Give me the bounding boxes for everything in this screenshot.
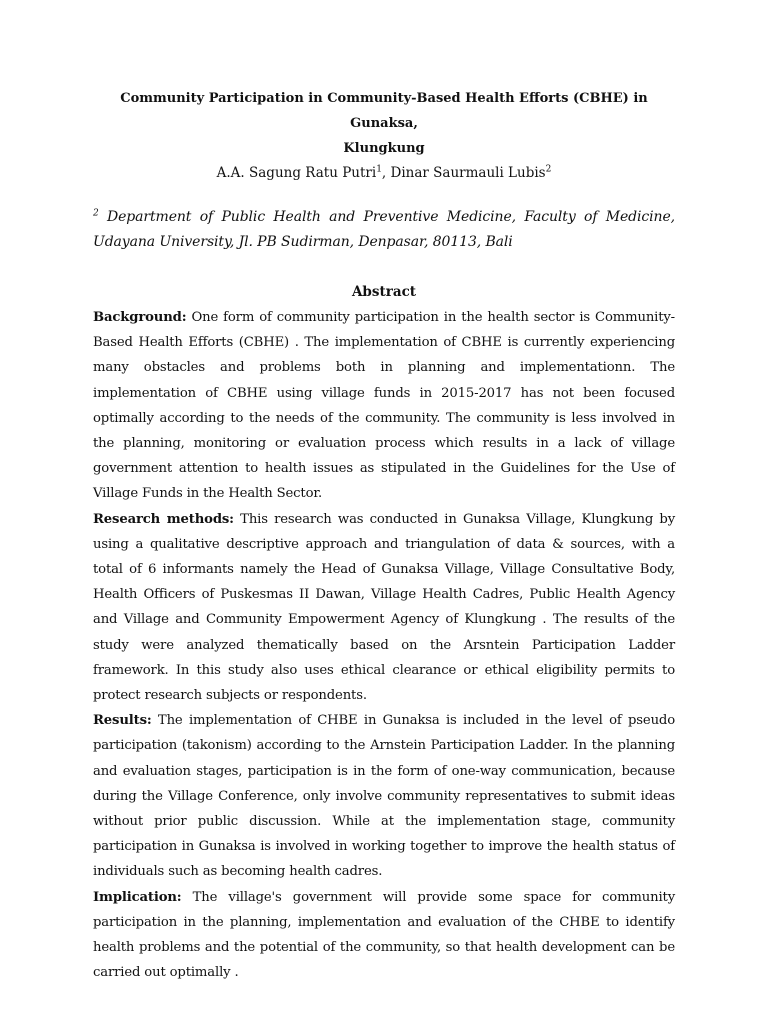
author-separator: , <box>381 165 391 181</box>
author-list <box>93 163 675 183</box>
author-superscript: 1 <box>376 164 382 175</box>
document-page <box>93 86 675 985</box>
section-label-implication: Implication: <box>93 889 182 905</box>
affiliation-text: Department of Public Health and Preventive Medicine, Faculty of Medicine, Udayana University, Jl. PB Sudirman, Denpasar, 80113, Bali <box>93 209 675 250</box>
title-line-2: Klungkung <box>343 141 425 156</box>
abstract-heading: Abstract <box>351 284 417 300</box>
section-label-methods: Research methods: <box>93 511 234 527</box>
author-name: A.A. Sagung Ratu Putri <box>216 165 377 181</box>
author-affiliation <box>93 205 675 255</box>
section-text-methods: This research was conducted in Gunaksa Village, Klungkung by using a qualitative descriptive approach and triangulation of data & sources, with a total of 6 informants namely the Head of Gunaksa Village, Village Consultative Body, Health Officers of Puskesmas II Dawan, Village Health Cadres, Public Health Agency and Village and Community Empowerment Agency of Klungkung . The results of the study were analyzed thematically based on the Arsntein Participation Ladder framework. In this study also uses ethical clearance or ethical eligibility permits to protect research subjects or respondents. <box>93 511 675 704</box>
abstract-results <box>93 708 675 884</box>
affiliation-superscript: 2 <box>93 208 99 219</box>
paper-title <box>93 86 675 161</box>
section-text-implication: The village's government will provide some space for community participation in the planning, implementation and evaluation of the CHBE to identify health problems and the potential of the community, so that health development can be carried out optimally . <box>93 889 675 981</box>
section-text-background: One form of community participation in the health sector is Community-Based Health Efforts (CBHE) . The implementation of CBHE is currently experiencing many obstacles and problems both in planning and implementationn. The implementation of CBHE using village funds in 2015-2017 has not been focused optimally according to the needs of the community. The community is less involved in the planning, monitoring or evaluation process which results in a lack of village government attention to health issues as stipulated in the Guidelines for the Use of Village Funds in the Health Sector. <box>93 310 675 502</box>
abstract-methods <box>93 507 675 709</box>
abstract-background <box>93 305 675 507</box>
section-text-results: The implementation of CHBE in Gunaksa is included in the level of pseudo participation (takonism) according to the Arnstein Participation Ladder. In the planning and evaluation stages, participation is in the form of one-way communication, because during the Village Conference, only involve community representatives to submit ideas without prior public discussion. While at the implementation stage, community participation in Gunaksa is involved in working together to improve the health status of individuals such as becoming health cadres. <box>93 713 675 880</box>
section-label-background: Background: <box>93 310 187 325</box>
abstract-implication <box>93 885 675 986</box>
author-superscript: 2 <box>545 164 552 175</box>
section-label-results: Results: <box>93 713 152 729</box>
title-line-1: Community Participation in Community-Based Health Efforts (CBHE) in Gunaksa, <box>120 91 648 131</box>
author-name: Dinar Saurmauli Lubis <box>390 165 546 181</box>
